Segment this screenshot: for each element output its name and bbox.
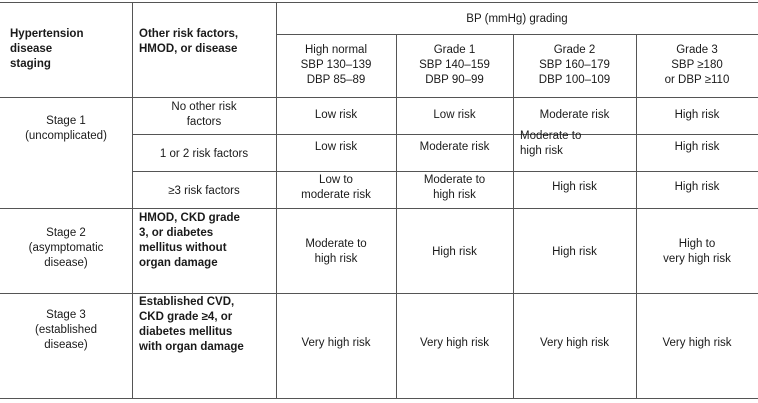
- header-bp-grading: BP (mmHg) grading: [466, 13, 568, 25]
- stage-label: Stage 2 (asymptomatic disease): [28, 227, 104, 269]
- stage-label: Stage 1 (uncomplicated): [25, 115, 107, 142]
- risk-cell: Moderate to high risk: [423, 174, 486, 201]
- risk-factor-label: No other risk factors: [171, 101, 237, 128]
- header-staging: Hypertension disease staging: [10, 28, 84, 70]
- risk-cell: High risk: [674, 141, 720, 153]
- risk-cell: High to very high risk: [663, 238, 731, 265]
- header-other-risk-factors: Other risk factors, HMOD, or disease: [139, 28, 239, 55]
- risk-cell: High risk: [674, 181, 720, 193]
- risk-cell: Low risk: [433, 109, 476, 121]
- risk-cell: High risk: [552, 181, 597, 193]
- stage-label: Stage 3 (established disease): [34, 309, 97, 351]
- risk-factor-label: 1 or 2 risk factors: [159, 148, 249, 160]
- header-grade-3: Grade 3 SBP ≥180 or DBP ≥110: [664, 44, 730, 86]
- risk-factor-label: ≥3 risk factors: [168, 185, 240, 197]
- risk-cell: High risk: [552, 246, 597, 258]
- row-divider: [132, 134, 758, 135]
- header-bottom-border: [0, 97, 758, 98]
- header-grade-high-normal: High normal SBP 130–139 DBP 85–89: [300, 44, 372, 86]
- risk-factor-label: Established CVD, CKD grade ≥4, or diabetes mellitus with organ damage: [139, 296, 244, 353]
- stage-divider: [0, 208, 758, 209]
- risk-cell: Low to moderate risk: [301, 174, 371, 201]
- risk-cell: Moderate to high risk: [520, 130, 582, 157]
- risk-cell: Very high risk: [419, 337, 490, 349]
- risk-cell: Low risk: [314, 141, 358, 153]
- risk-cell: Moderate risk: [539, 109, 610, 121]
- bp-header-underline: [276, 34, 758, 35]
- risk-cell: Very high risk: [539, 337, 610, 349]
- risk-cell: Very high risk: [662, 337, 732, 349]
- table-bottom-border: [0, 398, 758, 399]
- risk-factor-label: HMOD, CKD grade 3, or diabetes mellitus without organ damage: [139, 212, 240, 269]
- header-grade-1: Grade 1 SBP 140–159 DBP 90–99: [419, 44, 490, 86]
- risk-cell: Moderate risk: [419, 141, 490, 153]
- risk-cell: Very high risk: [301, 337, 371, 349]
- risk-cell: High risk: [674, 109, 720, 121]
- risk-cell: High risk: [432, 246, 477, 258]
- risk-cell: Low risk: [314, 109, 358, 121]
- table-top-border: [0, 2, 758, 3]
- row-divider: [132, 171, 758, 172]
- header-grade-2: Grade 2 SBP 160–179 DBP 100–109: [538, 44, 611, 86]
- stage-divider: [0, 293, 758, 294]
- risk-cell: Moderate to high risk: [305, 238, 367, 265]
- column-divider: [132, 2, 133, 398]
